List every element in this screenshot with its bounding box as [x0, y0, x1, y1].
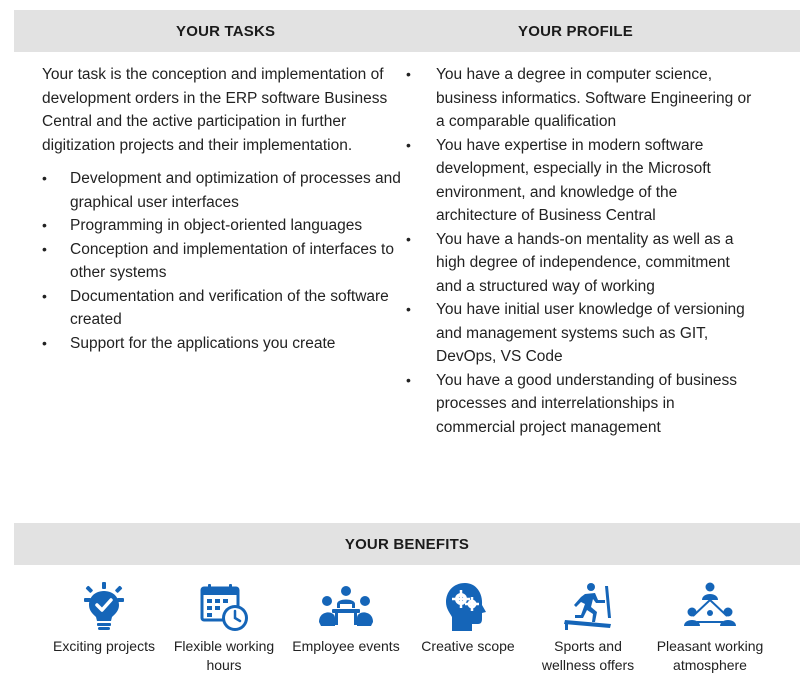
- tasks-title: YOUR TASKS: [176, 23, 276, 40]
- treadmill-runner-icon: [561, 582, 615, 632]
- list-item: • Conception and implementation of interfaces to other systems: [42, 238, 404, 285]
- benefits-header-bar: [14, 523, 800, 565]
- list-item: • Programming in object-oriented languages: [42, 214, 404, 238]
- benefit-sports-wellness: [528, 582, 648, 675]
- list-item: • You have expertise in modern software development, especially in the Microsoft environment, and knowledge of the architecture of Business Central: [406, 134, 752, 228]
- benefit-exciting-projects: [44, 582, 164, 656]
- list-item: • You have initial user knowledge of versioning and management systems such as GIT, DevOps, VS Code: [406, 298, 752, 369]
- benefit-label: Pleasant working atmosphere: [656, 638, 764, 673]
- benefit-label: Employee events: [292, 638, 400, 654]
- list-item: • Support for the applications you create: [42, 332, 404, 356]
- benefit-label: Exciting projects: [53, 638, 155, 654]
- list-item: • You have a hands-on mentality as well as a high degree of independence, commitment and a structured way of working: [406, 228, 752, 299]
- tasks-intro: Your task is the conception and implementation of development orders in the ERP software Business Central and the active participation in further digitization projects and their implementation.: [42, 66, 388, 154]
- profile-title: YOUR PROFILE: [518, 23, 633, 40]
- list-item: • You have a degree in computer science, business informatics. Software Engineering or a comparable qualification: [406, 63, 752, 134]
- list-item: • You have a good understanding of business processes and interrelationships in commercial project management: [406, 369, 752, 440]
- benefit-label: Flexible working hours: [173, 638, 275, 673]
- section-header-bar: [14, 10, 800, 52]
- team-network-icon: [683, 582, 737, 632]
- benefit-pleasant-atmosphere: [650, 582, 770, 675]
- list-item: • Development and optimization of processes and graphical user interfaces: [42, 167, 404, 214]
- lightbulb-icon: [77, 582, 131, 632]
- profile-column: [406, 63, 752, 439]
- benefit-label: Creative scope: [421, 638, 515, 654]
- people-meeting-icon: [319, 582, 373, 632]
- benefits-row: [44, 582, 784, 682]
- benefit-creative-scope: [408, 582, 528, 656]
- tasks-list: [42, 167, 404, 355]
- head-gears-icon: [441, 582, 495, 632]
- benefit-employee-events: [286, 582, 406, 656]
- list-item: • Documentation and verification of the software created: [42, 285, 404, 332]
- tasks-column: [42, 63, 404, 355]
- profile-list: [406, 63, 752, 439]
- benefit-flexible-hours: [164, 582, 284, 675]
- benefits-title: YOUR BENEFITS: [344, 535, 470, 553]
- calendar-clock-icon: [197, 582, 251, 632]
- benefit-label: Sports and wellness offers: [541, 638, 635, 673]
